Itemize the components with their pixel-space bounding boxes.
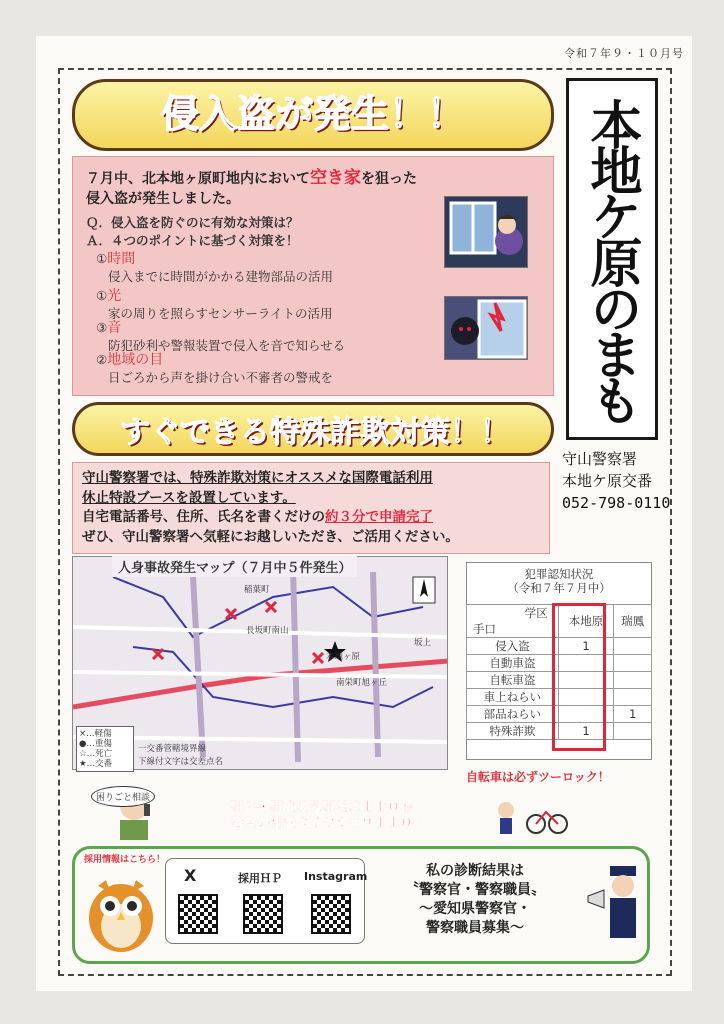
officer-megaphone-illustration [586, 862, 646, 942]
bicycle-illustration [488, 786, 568, 836]
issue-date: 令和７年９・１０月号 [564, 47, 684, 60]
cell [614, 689, 652, 706]
point-num: ③ [96, 320, 108, 335]
fraud-line-3b: 約３分で申請完了 [325, 509, 433, 525]
point-title: 地域の目 [107, 352, 164, 368]
point-desc: 防犯砂利や警報装置で侵入を音で知らせる [108, 338, 346, 353]
column-header: 本地原 [558, 605, 614, 638]
newsletter-title: 本地ケ原のまも [566, 78, 658, 440]
x-logo-icon: X [184, 866, 197, 885]
recruit-badge: 採用情報はこちら！ [84, 855, 166, 865]
legend-item: ●…重傷 [79, 739, 112, 749]
lead-highlight: 空き家 [310, 168, 361, 188]
column-header: 瑞鳳 [614, 605, 652, 638]
point-num: ② [96, 352, 108, 367]
map-legend [76, 726, 134, 772]
fraud-line-4: ぜひ、守山警察署へ気軽にお越しいただき、ご活用ください。 [82, 528, 459, 545]
legend-item: ☆…死亡 [79, 749, 113, 759]
point-sound [96, 319, 345, 354]
cell: 1 [558, 723, 614, 740]
point-title: 時間 [107, 251, 136, 267]
header-district: 学区 [524, 606, 548, 620]
hotline-line-1: 事件・事故緊急事案は１１０番 [230, 800, 413, 815]
map-label: 長坂町南山 [246, 626, 289, 636]
point-time [96, 250, 333, 285]
qr-code-recruit-hp[interactable] [243, 894, 283, 934]
fraud-line-3a: 自宅電話番号、住所、氏名を書くだけの [82, 509, 325, 525]
cell [614, 672, 652, 689]
row-label: 車上ねらい [467, 689, 559, 706]
row-label: 自転車盗 [467, 672, 559, 689]
map-label: 本地ヶ原 [326, 652, 361, 662]
hotline-message [172, 800, 472, 832]
point-desc: 家の周りを照らすセンサーライトの活用 [108, 306, 333, 321]
legend-item: ×…軽傷 [79, 729, 112, 739]
bike-lock-notice: 自転車は必ずツーロック！ [466, 770, 610, 784]
map-title: 人身事故発生マップ（７月中５件発生） [112, 556, 357, 577]
station-name: 守山警察署 [562, 450, 638, 468]
fraud-line-1: 守山警察署では、特殊詐欺対策にオススメな国際電話利用 [82, 470, 433, 486]
hotline-line-2: 〜警察の相談ダイヤル＃９１１０〜 [218, 816, 426, 831]
point-desc: 侵入までに時間がかかる建物部品の活用 [108, 269, 334, 284]
koban-name: 本地ケ原交番 [562, 472, 653, 490]
station-phone: 052-798-0110 [562, 494, 671, 512]
crime-table-period: （令和７年７月中） [507, 581, 611, 595]
fraud-text [82, 469, 544, 547]
point-num: ① [96, 288, 108, 303]
answer: Ａ．４つのポイントに基づく対策を！ [86, 233, 299, 248]
map-label: 稲葉町 [244, 585, 270, 595]
cell: 1 [614, 706, 652, 723]
highlight-frame [552, 603, 606, 751]
point-title: 光 [107, 288, 122, 304]
fraud-headline: すぐできる特殊詐欺対策！！ [120, 415, 510, 450]
point-community [96, 351, 333, 386]
question: Ｑ．侵入盗を防ぐのに有効な対策は？ [86, 215, 299, 230]
header-method: 手口 [473, 622, 496, 636]
map-label: 坂上 [414, 638, 432, 648]
point-desc: 日ごろから声を掛け合い不審者の警戒を [108, 370, 334, 385]
diag-line-1: 私の診断結果は [426, 863, 524, 879]
mascot-owl-icon [84, 868, 158, 954]
fraud-line-2: 休止特設ブースを設置しています。 [82, 489, 296, 506]
qr-code-x[interactable] [178, 894, 218, 934]
qa-block [86, 214, 299, 250]
header-corner [467, 605, 559, 638]
consult-bubble: 困りごと相談 [91, 786, 155, 807]
lead-text-1: ７月中、北本地ヶ原町地内において [86, 171, 310, 187]
station-info [562, 448, 671, 514]
diag-line-4: 警察職員募集〜 [426, 920, 524, 936]
qr-code-instagram[interactable] [311, 894, 351, 934]
instagram-label: Instagram [304, 870, 368, 883]
lead-text-3: 侵入盗が発生しました。 [86, 191, 240, 207]
diag-line-3: 〜愛知県警察官・ [419, 901, 531, 917]
row-label: 部品ねらい [467, 706, 559, 723]
fraud-line-3 [82, 508, 544, 528]
cell [614, 655, 652, 672]
row-label: 特殊詐欺 [467, 723, 559, 740]
recruit-hp-label: 採用ＨＰ [238, 872, 282, 885]
row-label: 自動車盗 [467, 655, 559, 672]
legend-boundary: 一交番管轄境界線 [138, 744, 207, 754]
legend-intersection: 下線付文字は交差点名 [138, 757, 224, 767]
point-light [96, 287, 333, 322]
crime-table-title: 犯罪認知状況 [524, 567, 594, 581]
diag-line-2: 〝警察官・警察職員〟 [405, 882, 545, 898]
recruit-message [370, 862, 580, 938]
legend-item: ★…交番 [79, 759, 113, 769]
cell: 1 [558, 638, 614, 655]
burglary-headline: 侵入盗が発生！！ [160, 92, 465, 136]
row-label: 侵入盗 [467, 638, 559, 655]
burglar-illustration [444, 296, 528, 360]
window-lock-illustration [444, 196, 528, 268]
point-title: 音 [107, 320, 122, 336]
map-label: 南栄町旭ヶ丘 [336, 678, 388, 688]
lead-text-2: を狙った [361, 171, 417, 187]
cell [614, 638, 652, 655]
point-num: ① [96, 251, 108, 266]
cell [614, 723, 652, 740]
